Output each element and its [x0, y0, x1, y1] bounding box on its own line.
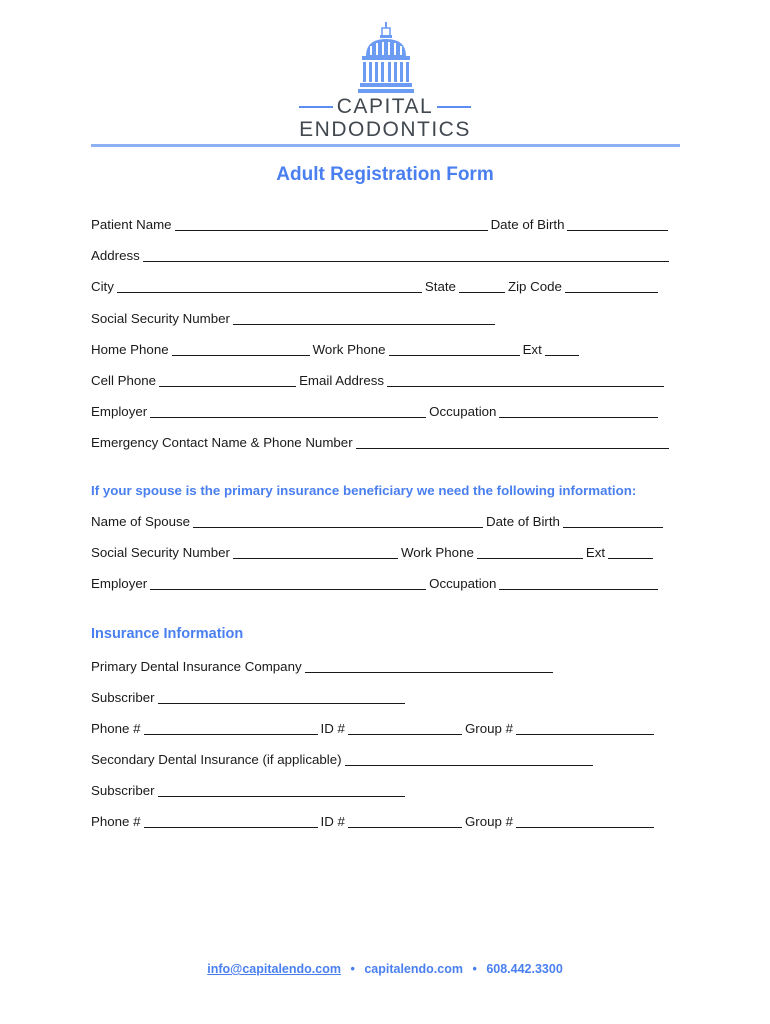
address-field[interactable]	[143, 248, 669, 262]
employer-field[interactable]	[150, 404, 426, 418]
spouse-ssn-field[interactable]	[233, 545, 398, 559]
row-spouse-employer	[91, 576, 661, 592]
emergency-label: Emergency Contact Name & Phone Number	[91, 435, 353, 450]
patient-name-field[interactable]	[175, 217, 488, 231]
email-field[interactable]	[387, 373, 664, 387]
brand-name-line1: CAPITAL	[0, 95, 770, 119]
secondary-id-label: ID #	[320, 814, 345, 829]
spouse-name-label: Name of Spouse	[91, 514, 191, 529]
dob-label: Date of Birth	[490, 217, 565, 232]
spouse-work-phone-label: Work Phone	[400, 545, 474, 560]
spouse-dob-field[interactable]	[563, 514, 663, 528]
cell-phone-field[interactable]	[159, 373, 296, 387]
row-emergency	[91, 435, 672, 451]
row-spouse-name	[91, 514, 666, 530]
footer-separator: •	[472, 962, 477, 976]
zip-label: Zip Code	[507, 279, 562, 294]
row-employer	[91, 404, 661, 420]
capitol-dome-icon	[358, 22, 414, 94]
spouse-ssn-label: Social Security Number	[91, 545, 230, 560]
email-label: Email Address	[299, 373, 385, 388]
home-phone-field[interactable]	[172, 342, 310, 356]
row-primary-phone	[91, 721, 657, 737]
ssn-field[interactable]	[233, 311, 495, 325]
primary-insurance-label: Primary Dental Insurance Company	[91, 659, 302, 674]
primary-id-label: ID #	[320, 721, 345, 736]
primary-group-label: Group #	[464, 721, 513, 736]
home-phone-label: Home Phone	[91, 342, 169, 357]
secondary-insurance-label: Secondary Dental Insurance (if applicable)	[91, 752, 342, 767]
subscriber-field[interactable]	[158, 690, 405, 704]
row-secondary-insurance	[91, 752, 596, 768]
brand-name-line2: ENDODONTICS	[299, 118, 471, 141]
cell-phone-label: Cell Phone	[91, 373, 157, 388]
secondary-group-label: Group #	[464, 814, 513, 829]
ssn-label: Social Security Number	[91, 311, 230, 326]
spouse-employer-label: Employer	[91, 576, 148, 591]
footer-phone: 608.442.3300	[486, 962, 563, 976]
header-divider	[91, 144, 680, 147]
spouse-name-field[interactable]	[193, 514, 483, 528]
footer-separator: •	[350, 962, 355, 976]
secondary-id-field[interactable]	[348, 814, 462, 828]
row-city	[91, 279, 661, 295]
row-secondary-phone	[91, 814, 657, 830]
state-label: State	[424, 279, 456, 294]
ext-label: Ext	[522, 342, 542, 357]
row-patient-name	[91, 217, 671, 233]
ext-field[interactable]	[545, 342, 579, 356]
row-phones	[91, 342, 582, 358]
work-phone-label: Work Phone	[312, 342, 386, 357]
city-label: City	[91, 279, 114, 294]
secondary-insurance-field[interactable]	[345, 752, 593, 766]
spouse-work-phone-field[interactable]	[477, 545, 583, 559]
primary-phone-label: Phone #	[91, 721, 141, 736]
row-ssn	[91, 311, 498, 327]
primary-phone-field[interactable]	[144, 721, 318, 735]
spouse-dob-label: Date of Birth	[486, 514, 560, 529]
primary-id-field[interactable]	[348, 721, 462, 735]
dob-field[interactable]	[567, 217, 668, 231]
occupation-label: Occupation	[429, 404, 497, 419]
spouse-occupation-field[interactable]	[499, 576, 658, 590]
state-field[interactable]	[459, 279, 505, 293]
address-label: Address	[91, 248, 140, 263]
primary-insurance-field[interactable]	[305, 659, 553, 673]
subscriber-label: Subscriber	[91, 690, 155, 705]
footer	[0, 962, 770, 976]
row-subscriber	[91, 690, 408, 706]
primary-group-field[interactable]	[516, 721, 654, 735]
row-subscriber-2	[91, 783, 408, 799]
subscriber-2-label: Subscriber	[91, 783, 155, 798]
secondary-group-field[interactable]	[516, 814, 654, 828]
spouse-employer-field[interactable]	[150, 576, 426, 590]
secondary-phone-field[interactable]	[144, 814, 318, 828]
subscriber-2-field[interactable]	[158, 783, 405, 797]
patient-name-label: Patient Name	[91, 217, 172, 232]
emergency-field[interactable]	[356, 435, 669, 449]
secondary-phone-label: Phone #	[91, 814, 141, 829]
row-spouse-ssn	[91, 545, 656, 561]
zip-field[interactable]	[565, 279, 658, 293]
row-primary-insurance	[91, 659, 556, 675]
footer-website: capitalendo.com	[364, 962, 463, 976]
footer-email-link[interactable]: info@capitalendo.com	[207, 962, 341, 976]
work-phone-field[interactable]	[389, 342, 520, 356]
city-field[interactable]	[117, 279, 422, 293]
spouse-ext-label: Ext	[585, 545, 606, 560]
row-address	[91, 248, 672, 264]
spouse-ext-field[interactable]	[608, 545, 653, 559]
form-title: Adult Registration Form	[276, 164, 494, 185]
spouse-occupation-label: Occupation	[429, 576, 497, 591]
occupation-field[interactable]	[499, 404, 658, 418]
row-cell-email	[91, 373, 667, 389]
logo	[0, 0, 770, 145]
employer-label: Employer	[91, 404, 148, 419]
spouse-note: If your spouse is the primary insurance beneficiary we need the following information:	[91, 483, 637, 498]
insurance-section-title: Insurance Information	[91, 626, 244, 642]
